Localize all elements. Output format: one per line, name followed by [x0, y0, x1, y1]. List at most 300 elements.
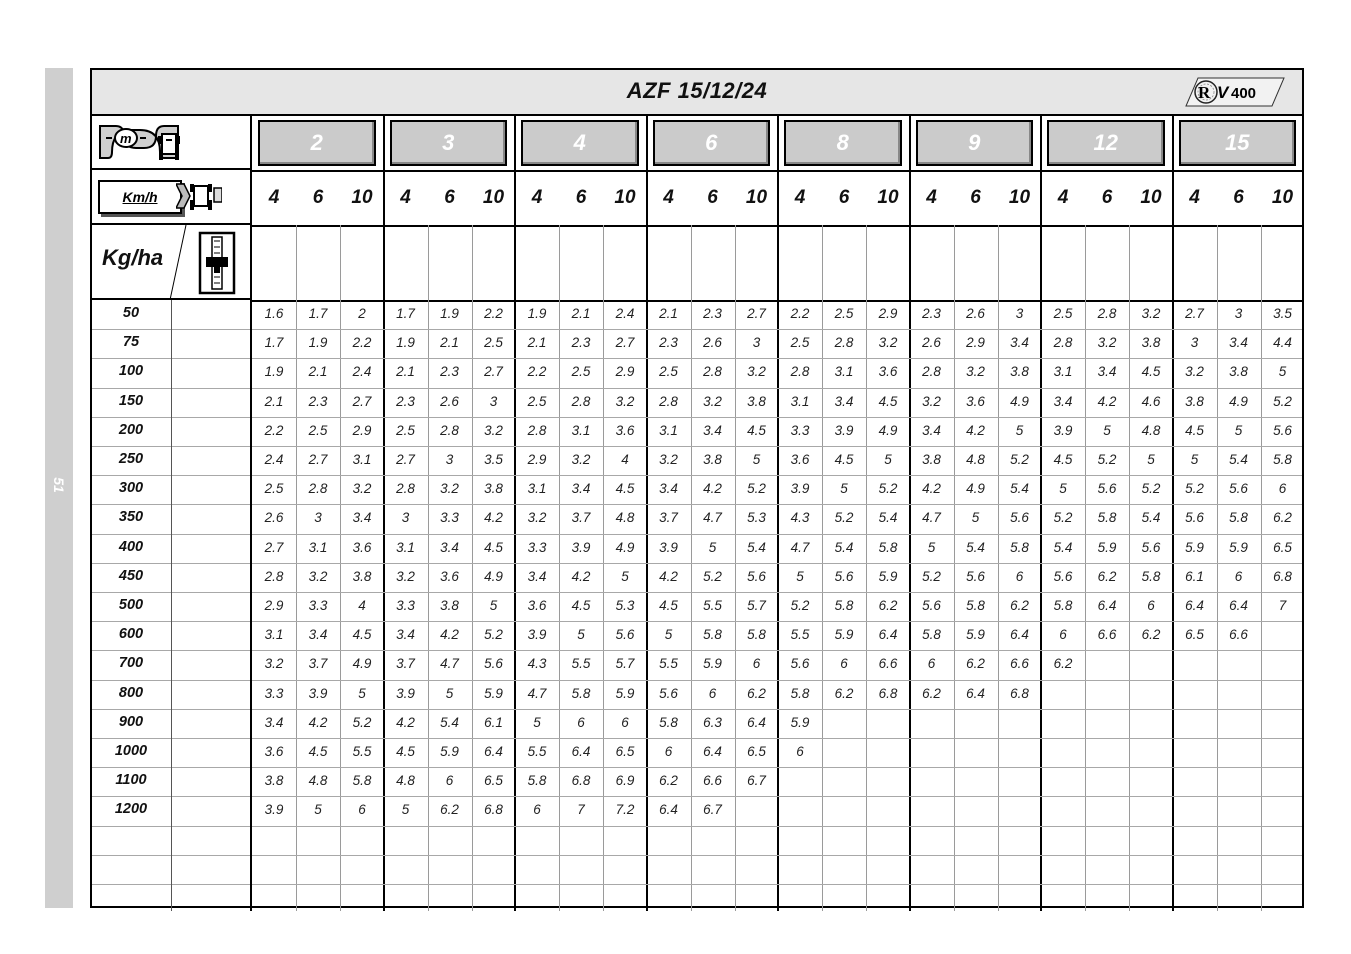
table-title: AZF 15/12/24	[626, 78, 768, 103]
table-cell: 2.3	[659, 335, 678, 351]
table-cell: 4.5	[484, 539, 503, 555]
table-cell: 1.6	[264, 306, 284, 321]
table-cell: 2.2	[527, 364, 547, 380]
speed-unit-label: Km/h	[98, 180, 182, 214]
dose-label: 300	[118, 480, 144, 497]
table-cell: 3.9	[571, 539, 591, 555]
row-line	[252, 388, 1302, 389]
table-cell: 5.5	[571, 656, 591, 672]
table-cell: 5.8	[1141, 568, 1161, 584]
table-cell: 3.3	[527, 539, 547, 555]
table-cell: 5.5	[527, 744, 547, 759]
table-cell: 2.8	[396, 481, 415, 497]
table-cell: 3.2	[747, 364, 766, 380]
table-cell: 4.7	[703, 510, 722, 526]
table-cell: 5	[314, 802, 322, 818]
table-cell: 6.2	[1141, 627, 1161, 643]
table-cell: 6.5	[1273, 539, 1292, 555]
table-cell: 6.2	[1273, 510, 1292, 526]
table-cell: 3.9	[790, 481, 810, 497]
dose-label: 1000	[114, 743, 148, 759]
speed-header: 10	[1271, 186, 1294, 208]
table-cell: 5.2	[1097, 452, 1117, 467]
table-cell: 3.2	[922, 393, 941, 409]
table-cell: 3.8	[1229, 364, 1248, 380]
table-cell: 2.5	[396, 422, 415, 438]
table-cell: 2.2	[352, 335, 372, 351]
row-line	[252, 417, 1302, 418]
table-cell: 4.2	[703, 481, 722, 497]
table-cell: 6.7	[747, 773, 766, 789]
table-cell: 3.4	[1097, 364, 1117, 380]
table-cell: 4.7	[527, 685, 547, 701]
table-cell: 1.7	[396, 306, 415, 321]
table-cell: 5.2	[747, 481, 766, 497]
table-cell: 3.1	[571, 422, 591, 438]
table-cell: 6.8	[571, 773, 591, 789]
table-cell: 4.7	[922, 510, 941, 526]
table-cell: 5.4	[1010, 481, 1029, 497]
speed-header: 6	[707, 186, 718, 208]
svg-text:400: 400	[1231, 85, 1257, 102]
table-cell: 5	[1190, 452, 1199, 467]
table-cell: 6.4	[878, 627, 898, 643]
table-cell: 2.2	[484, 306, 503, 321]
table-cell: 6	[358, 802, 366, 818]
table-cell: 3.1	[834, 364, 854, 380]
table-cell: 6.2	[878, 598, 898, 613]
table-cell: 5.7	[615, 656, 635, 672]
table-cell: 2.7	[396, 452, 415, 467]
table-cell: 6.2	[834, 685, 854, 701]
table-cell: 2.3	[571, 335, 591, 351]
table-cell: 4.9	[615, 539, 635, 555]
table-cell: 4.9	[1229, 393, 1248, 409]
speed-header: 10	[877, 186, 899, 208]
table-cell: 3.2	[308, 568, 328, 584]
table-cell: 6.6	[703, 773, 722, 789]
speed-header: 10	[351, 186, 373, 208]
row-line	[252, 592, 1302, 593]
speed-icon-cell	[92, 170, 250, 225]
table-cell: 6.2	[922, 685, 941, 701]
table-cell: 4.2	[966, 422, 985, 438]
table-cell: 5.6	[484, 656, 503, 672]
table-cell: 3.4	[1053, 393, 1073, 409]
table-cell: 2.8	[703, 364, 722, 380]
table-cell: 3.4	[1010, 335, 1029, 351]
table-cell: 3.8	[1010, 364, 1029, 380]
table-cell: 3.6	[966, 393, 985, 409]
row-line	[252, 738, 1302, 739]
table-cell: 6	[796, 744, 804, 759]
table-cell: 2.9	[966, 335, 985, 351]
table-cell: 3.4	[264, 714, 284, 730]
table-cell: 5.8	[659, 714, 678, 730]
table-cell: 5.6	[922, 598, 941, 613]
table-cell: 7	[1278, 598, 1287, 613]
group-header-6: 6	[653, 120, 771, 166]
table-cell: 3	[489, 393, 498, 409]
table-cell: 3.8	[747, 393, 766, 409]
table-cell: 2.5	[790, 335, 810, 351]
table-cell: 6.6	[1097, 627, 1117, 643]
table-cell: 2.2	[790, 306, 810, 321]
table-cell: 5.2	[922, 568, 941, 584]
speed-header: 10	[482, 186, 505, 208]
table-cell: 4.2	[308, 714, 328, 730]
table-cell: 5	[927, 539, 936, 555]
row-line	[252, 621, 1302, 622]
table-cell: 3.8	[703, 452, 722, 467]
table-cell: 3.8	[922, 452, 941, 467]
table-cell: 3.1	[396, 539, 415, 555]
table-cell: 2.8	[1053, 335, 1073, 351]
table-cell: 4.8	[966, 452, 985, 467]
table-cell: 4.9	[484, 568, 503, 584]
dose-label: 500	[118, 597, 144, 613]
table-cell: 3.3	[264, 685, 284, 701]
row-line	[252, 650, 1302, 651]
table-cell: 6.4	[966, 685, 985, 701]
table-cell: 3.6	[440, 568, 459, 584]
table-cell: 4.8	[615, 510, 635, 526]
group-header-12: 12	[1047, 120, 1165, 166]
table-cell: 2.8	[308, 481, 328, 497]
table-cell: 6	[752, 656, 761, 672]
table-cell: 3.4	[834, 393, 854, 409]
table-cell: 6	[664, 744, 673, 759]
table-cell: 5.9	[966, 627, 985, 643]
table-cell: 3.4	[922, 422, 941, 438]
table-cell: 4.5	[615, 481, 635, 497]
table-cell: 3.2	[1097, 335, 1117, 351]
table-cell: 4.8	[1141, 422, 1161, 438]
row-line	[252, 826, 1302, 827]
row-line	[252, 884, 1302, 885]
table-cell: 5.9	[1097, 539, 1117, 555]
table-cell: 4.7	[790, 539, 810, 555]
table-cell: 5	[577, 627, 585, 643]
table-cell: 5.3	[615, 598, 635, 613]
table-cell: 4.3	[527, 656, 547, 672]
dose-icon-cell	[92, 225, 250, 300]
table-cell: 5.9	[703, 656, 722, 672]
table-cell: 3	[1234, 306, 1243, 321]
table-cell: 6.4	[1229, 598, 1248, 613]
table-cell: 4.5	[571, 598, 591, 613]
table-cell: 5.9	[878, 568, 898, 584]
table-cell: 3	[752, 335, 761, 351]
table-cell: 5.4	[440, 714, 459, 730]
table-cell: 4.5	[659, 598, 678, 613]
table-cell: 2.5	[1053, 306, 1073, 321]
table-cell: 6.2	[966, 656, 985, 672]
table-cell: 3.6	[878, 364, 898, 380]
table-cell: 3.4	[1229, 335, 1248, 351]
table-cell: 2.5	[527, 393, 547, 409]
table-cell: 4.5	[1185, 422, 1204, 438]
dose-label: 450	[118, 567, 144, 584]
table-cell: 2.5	[264, 481, 284, 497]
group-header-2: 2	[258, 120, 376, 166]
speed-header: 10	[614, 186, 636, 208]
table-cell: 5.6	[1141, 539, 1161, 555]
table-cell: 3.1	[308, 539, 328, 555]
table-cell: 5.8	[1053, 598, 1073, 613]
table-cell: 6	[708, 685, 717, 701]
table-cell: 3.1	[264, 627, 284, 643]
table-cell: 5.9	[834, 627, 854, 643]
table-cell: 3.4	[308, 627, 328, 643]
table-cell: 6.4	[1097, 598, 1117, 613]
row-line	[252, 709, 1302, 710]
table-cell: 5.6	[659, 685, 678, 701]
table-cell: 2.1	[308, 364, 328, 380]
table-cell: 5.8	[747, 627, 766, 643]
table-cell: 6.4	[484, 744, 503, 759]
speed-header: 6	[1101, 186, 1113, 208]
table-cell: 3.8	[1185, 393, 1204, 409]
table-cell: 4.5	[834, 452, 854, 467]
table-cell: 6.1	[484, 714, 503, 730]
table-cell: 1.9	[527, 306, 547, 321]
table-cell: 4.5	[1053, 452, 1073, 467]
table-cell: 5.2	[1185, 481, 1204, 497]
table-cell: 6.2	[747, 685, 766, 701]
table-cell: 6.4	[659, 802, 678, 818]
table-cell: 4.2	[571, 568, 591, 584]
table-cell: 5	[1147, 452, 1155, 467]
dose-label: 400	[118, 538, 144, 555]
table-cell: 3.8	[1141, 335, 1161, 351]
table-cell: 3.2	[484, 422, 503, 438]
table-cell: 5	[796, 568, 804, 584]
speed-header: 10	[1008, 186, 1031, 208]
table-cell: 6	[533, 802, 541, 818]
table-cell: 5.2	[834, 510, 854, 526]
table-cell: 3.2	[659, 452, 678, 467]
table-cell: 2.7	[1185, 306, 1204, 321]
table-cell: 3.6	[264, 744, 284, 759]
table-cell: 2.8	[440, 422, 459, 438]
table-cell: 2.6	[922, 335, 941, 351]
table-cell: 3.4	[527, 568, 547, 584]
dose-unit-label: Kg/ha	[102, 245, 164, 270]
dose-label: 75	[122, 334, 140, 351]
tractor-icon	[158, 132, 180, 162]
table-cell: 4.2	[659, 568, 678, 584]
table-cell: 5.8	[922, 627, 941, 643]
table-cell: 3	[314, 510, 322, 526]
svg-text:R: R	[1198, 83, 1211, 102]
table-cell: 4.3	[790, 510, 810, 526]
dose-label: 800	[118, 684, 144, 701]
table-cell: 5.4	[1229, 452, 1248, 467]
table-cell: 2.9	[527, 452, 547, 467]
table-cell: 3.2	[527, 510, 547, 526]
table-cell: 3.3	[440, 510, 459, 526]
table-cell: 6	[1147, 598, 1155, 613]
table-cell: 3.2	[1185, 364, 1204, 380]
table-cell: 5	[708, 539, 717, 555]
table-cell: 5.6	[790, 656, 810, 672]
table-cell: 1.9	[396, 335, 415, 351]
row-line	[252, 855, 1302, 856]
table-cell: 3.2	[703, 393, 722, 409]
table-cell: 4.9	[352, 656, 372, 672]
table-cell: 4.6	[1141, 393, 1161, 409]
table-cell: 3	[1015, 306, 1024, 321]
table-cell: 3.6	[527, 598, 547, 613]
table-cell: 3.9	[1053, 422, 1073, 438]
table-cell: 6.5	[747, 744, 766, 759]
table-cell: 5.2	[352, 714, 372, 730]
table-cell: 2.4	[264, 452, 284, 467]
slash-divider	[168, 225, 188, 300]
table-cell: 5.8	[1010, 539, 1029, 555]
table-cell: 4.5	[747, 422, 766, 438]
table-cell: 2.5	[484, 335, 503, 351]
table-cell: 5	[1234, 422, 1243, 438]
table-cell: 1.7	[264, 335, 284, 351]
dose-label: 600	[118, 626, 144, 643]
speed-header: 6	[1233, 186, 1244, 208]
table-cell: 6.5	[484, 773, 503, 789]
table-cell: 2.7	[308, 452, 328, 467]
table-cell: 2.7	[747, 306, 766, 321]
table-cell: 6.2	[1010, 598, 1029, 613]
speed-header: 6	[444, 186, 455, 208]
table-cell: 5.2	[1141, 481, 1161, 497]
speed-header: 4	[1189, 186, 1200, 208]
table-cell: 6.5	[1185, 627, 1204, 643]
table-cell: 3.6	[352, 539, 372, 555]
table-cell: 5.5	[352, 744, 372, 759]
table-cell: 5.8	[527, 773, 547, 789]
table-cell: 4.8	[308, 773, 328, 789]
table-cell: 5.9	[440, 744, 459, 759]
table-cell: 3.6	[615, 422, 635, 438]
table-cell: 3.2	[396, 568, 415, 584]
table-cell: 6	[1278, 481, 1287, 497]
table-cell: 3.4	[396, 627, 415, 643]
table-cell: 4.5	[396, 744, 415, 759]
table-cell: 6.2	[1053, 656, 1073, 672]
dose-label: 250	[118, 451, 144, 467]
table-cell: 3	[401, 510, 410, 526]
table-cell: 5.6	[966, 568, 985, 584]
table-cell: 2.4	[352, 364, 372, 380]
rv400-logo	[1174, 76, 1286, 108]
table-cell: 2.1	[659, 306, 678, 321]
table-cell: 6.4	[747, 714, 766, 730]
table-cell: 5	[752, 452, 761, 467]
table-cell: 2.5	[308, 422, 328, 438]
table-cell: 3.2	[352, 481, 372, 497]
table-cell: 6.8	[1273, 568, 1292, 584]
table-cell: 5.8	[878, 539, 898, 555]
table-cell: 5.5	[790, 627, 810, 643]
table-cell: 5.2	[1010, 452, 1029, 467]
table-cell: 2.9	[878, 306, 898, 321]
table-cell: 5.3	[747, 510, 766, 526]
table-cell: 3	[1190, 335, 1199, 351]
table-cell: 7.2	[615, 802, 635, 818]
speed-header: 4	[400, 186, 411, 208]
dose-label: 1100	[115, 772, 147, 789]
table-cell: 6.1	[1185, 568, 1204, 584]
table-cell: 3.5	[1273, 306, 1292, 321]
row-line	[252, 534, 1302, 535]
speed-header: 6	[838, 186, 850, 208]
group-header-3: 3	[390, 120, 508, 166]
table-cell: 5.8	[966, 598, 985, 613]
dose-label: 700	[118, 655, 144, 672]
speed-header: 6	[575, 186, 587, 208]
table-cell: 4.2	[396, 714, 415, 730]
table-cell: 6.9	[615, 773, 635, 789]
table-cell: 2.6	[440, 393, 459, 409]
table-cell: 6.6	[1010, 656, 1029, 672]
table-cell: 4.2	[440, 627, 459, 643]
table-cell: 3.9	[396, 685, 415, 701]
table-cell: 5	[1103, 422, 1111, 438]
table-cell: 5.8	[790, 685, 810, 701]
table-cell: 5.2	[1273, 393, 1292, 409]
table-cell: 6	[927, 656, 936, 672]
table-cell: 2.3	[703, 306, 722, 321]
table-cell: 4.5	[1141, 364, 1161, 380]
table-cell: 5.9	[1229, 539, 1248, 555]
table-cell: 6.8	[484, 802, 503, 818]
table-cell: 2.1	[440, 335, 459, 351]
speed-header: 10	[745, 186, 768, 208]
table-cell: 6.2	[1097, 568, 1117, 584]
table-cell: 5.8	[1097, 510, 1117, 526]
table-cell: 3.8	[264, 773, 284, 789]
row-line	[252, 680, 1302, 681]
table-cell: 2.3	[922, 306, 941, 321]
table-cell: 5	[489, 598, 498, 613]
table-cell: 2.8	[264, 568, 284, 584]
table-cell: 2.9	[352, 422, 372, 438]
table-cell: 2.5	[571, 364, 591, 380]
table-cell: 5.5	[703, 598, 722, 613]
table-cell: 6	[577, 714, 585, 730]
table-cell: 3.9	[527, 627, 547, 643]
table-cell: 2.9	[264, 598, 284, 613]
table-cell: 2.6	[264, 510, 284, 526]
table-cell: 3.3	[308, 598, 328, 613]
dosage-ruler-icon	[198, 231, 238, 295]
table-cell: 3.1	[659, 422, 678, 438]
table-cell: 5	[1278, 364, 1287, 380]
table-cell: 6.8	[1010, 685, 1029, 701]
table-cell: 3.9	[659, 539, 678, 555]
table-cell: 2.8	[790, 364, 810, 380]
table-cell: 6	[621, 714, 629, 730]
table-cell: 2	[358, 306, 366, 321]
table-cell: 5	[358, 685, 366, 701]
table-cell: 3.3	[790, 422, 810, 438]
table-cell: 2.8	[1097, 306, 1117, 321]
table-cell: 3.2	[571, 452, 591, 467]
table-cell: 3.2	[878, 335, 898, 351]
table-cell: 5.6	[615, 627, 635, 643]
table-cell: 5.6	[1053, 568, 1073, 584]
table-cell: 5.7	[747, 598, 766, 613]
